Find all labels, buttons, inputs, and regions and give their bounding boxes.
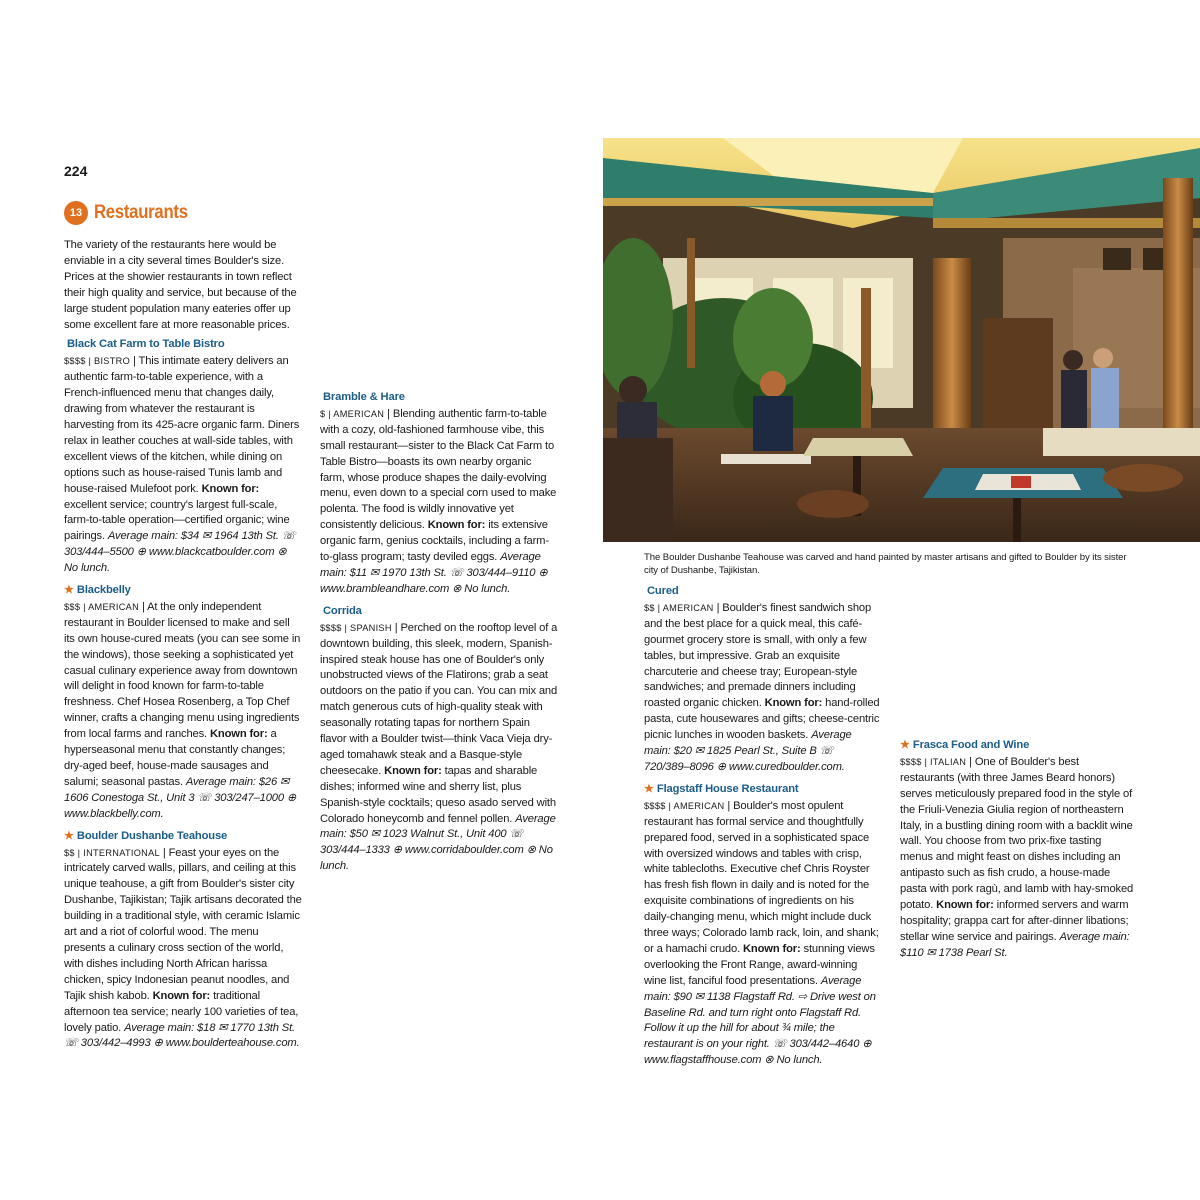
photo-caption: The Boulder Dushanbe Teahouse was carved and hand painted by master artisans and gifted to Boulder by its sister city of Dushanbe, Tajikistan.: [644, 552, 1127, 576]
restaurant-entry: [320, 390, 558, 598]
column-2: [320, 390, 558, 881]
page-number: 224: [64, 163, 88, 179]
restaurant-desc: $$$ | AMERICAN | At the only independent restaurant in Boulder licensed to make and sell its own house-cured meats (you can see some in the windows), those seeking a sophisticated yet casual culinary experience away from downtown will delight in food known for farm-to-table freshness. Chef Hosea Rosenberg, a Top Chef winner, crafts a changing menu using ingredients from local farms and ranches. Known for: a hyperseasonal menu that constantly changes; dry-aged beef, house-made sausages and salumi; seasonal pastas. Average main: $26 ✉ 1606 Conestoga St., Unit 3 ☏ 303/247–1000 ⊕ www.blackbelly.com.: [64, 600, 301, 820]
restaurant-entry: [64, 829, 302, 1053]
teahouse-photo-illustration: [603, 138, 1200, 542]
star-icon: ★: [64, 829, 74, 842]
restaurant-name: ★ Flagstaff House Restaurant: [644, 782, 799, 795]
restaurant-name: ★ Frasca Food and Wine: [900, 739, 1030, 751]
restaurant-name: ★ Blackbelly: [64, 584, 131, 597]
restaurant-desc: $$$$ | SPANISH | Perched on the rooftop level of a downtown building, this sleek, modern, Spanish-inspired steak house has one of Boulder's only unobstructed views of the Flatirons; grab a seat outdoors on the patio if you can. You can mix and match generous cuts of high-quality steak with seasonally rotating tapas for northern Spain flavor with a Boulder twist—think Vaca Vieja dry-aged tomahawk steak and a Basque-style cheesecake. Known for: tapas and sharable dishes; informed wine and sherry list, plus Spanish-style cocktails; queso asado served with Colorado honeycomb and fennel pollen. Average main: $50 ✉ 1023 Walnut St., Unit 400 ☏ 303/444–1333 ⊕ www.corridaboulder.com ⊗ No lunch.: [320, 621, 558, 873]
restaurant-icon: 13: [64, 201, 88, 225]
restaurant-desc: $$ | INTERNATIONAL | Feast your eyes on the intricately carved walls, pillars, and ceiling at this unique teahouse, a gift from Boulder's sister city Dushanbe, Tajikistan; Tajik artisans decorated the building in a traditional style, with ceramic Islamic art and a riot of colorful wood. The menu presents a culinary cross section of the world, with dishes including North African harissa chicken, spicy Indonesian peanut noodles, and Tajik shish kabob. Known for: traditional afternoon tea service; nearly 100 varieties of tea, lovely patio. Average main: $18 ✉ 1770 13th St. ☏ 303/442–4993 ⊕ www.boulderteahouse.com.: [64, 846, 302, 1050]
restaurant-desc: $$$$ | ITALIAN | One of Boulder's best restaurants (with three James Beard honors) serves meticulously prepared food in the style of the Friuli-Venezia Giulia region of northeastern Italy, in a bustling dining room with a backlit wine wall. You choose from two prix-fixe tasting menus and might feast on dishes including an antipasto such as fish crudo, a house-made pasta with pork ragù, and lamb with hay-smoked potato. Known for: informed servers and warm hospitality; grappa cart for after-dinner libations; stellar wine service and pairings. Average main: $110 ✉ 1738 Pearl St.: [900, 755, 1134, 959]
restaurant-desc: $$ | AMERICAN | Boulder's finest sandwich shop and the best place for a quick meal, this café-gourmet grocery store is small, with only a few tables, but impressive. Grab an exquisite charcuterie and cheese tray; European-style sandwiches; and premade dinners including roasted organic chicken. Known for: hand-rolled pasta, cute housewares and gifts; cheese-centric picnic lunches in wooden baskets. Average main: $20 ✉ 1825 Pearl St., Suite B ☏ 720/389–8096 ⊕ www.curedboulder.com.: [644, 601, 880, 773]
column-4: [900, 738, 1136, 968]
restaurant-name: Black Cat Farm to Table Bistro: [67, 338, 225, 351]
restaurant-desc: $ | AMERICAN | Blending authentic farm-to-table with a cozy, old-fashioned farmhouse vibe, this small restaurant—sister to the Black Cat Farm to Table Bistro—boasts its own nearby organic farm, whose produce shapes the daily-evolving menu, even down to a special corn used to make polenta. The food is wildly innovative yet consistently delicious. Known for: its extensive organic farm, genius cocktails, including a farm-to-glass program; tasty deviled eggs. Average main: $11 ✉ 1970 13th St. ☏ 303/444–9110 ⊕ www.brambleandhare.com ⊗ No lunch.: [320, 407, 557, 595]
restaurant-name: Cured: [647, 585, 679, 597]
column-3: [644, 584, 880, 1075]
star-icon: ★: [900, 739, 910, 751]
teahouse-photo: [603, 138, 1200, 542]
restaurant-name: ★ Boulder Dushanbe Teahouse: [64, 829, 228, 842]
column-1: [64, 238, 302, 1058]
restaurant-entry: [320, 604, 558, 875]
star-icon: ★: [64, 584, 74, 597]
restaurant-entry: [644, 584, 880, 776]
restaurant-name: Corrida: [323, 604, 362, 617]
restaurant-entry: [644, 782, 880, 1069]
restaurant-desc: $$$$ | AMERICAN | Boulder's most opulent restaurant has formal service and thoughtfully prepared food, served in a sophisticated space with oversized windows and tables with crisp, white tablecloths. Executive chef Chris Royster has fresh fish flown in daily and is noted for the exquisite combinations of ingredients on his daily-changing menu, which might include duck three ways; Colorado lamb rack, loin, and shank; or a hamachi crudo. Known for: stunning views overlooking the Front Range, award-winning wine list, fanciful food presentations. Average main: $90 ✉ 1138 Flagstaff Rd. ⇨ Drive west on Baseline Rd. and turn right onto Flagstaff Rd. Follow it up the hill for about ¾ mile; the restaurant is on your right. ☏ 303/442–4640 ⊕ www.flagstaffhouse.com ⊗ No lunch.: [644, 799, 879, 1067]
restaurant-desc: $$$$ | BISTRO | This intimate eatery delivers an authentic farm-to-table experience, with a French-influenced menu that changes daily, drawing from whatever the restaurant is harvesting from its 425-acre organic farm. Diners relax in leather couches at wall-side tables, with excellent views of the kitchen, while dining on options such as house-raised Tunis lamb and house-raised Mulefoot pork. Known for: excellent service; country's largest full-scale, farm-to-table operation—certified organic; wine pairings. Average main: $34 ✉ 1964 13th St. ☏ 303/444–5500 ⊕ www.blackcatboulder.com ⊗ No lunch.: [64, 355, 300, 575]
restaurant-entry: [64, 583, 302, 823]
star-icon: ★: [644, 782, 654, 795]
section-title: Restaurants: [94, 202, 188, 223]
restaurant-entry: [64, 337, 302, 577]
section-header: [64, 201, 201, 225]
restaurant-name: Bramble & Hare: [323, 391, 405, 403]
restaurant-entry: [900, 738, 1136, 962]
intro-text: The variety of the restaurants here would be enviable in a city several times Boulder's size. Prices at the showier restaurants in town reflect their high quality and service, but because of the large student population many eateries offer up some excellent fare at more reasonable prices.: [64, 239, 297, 331]
